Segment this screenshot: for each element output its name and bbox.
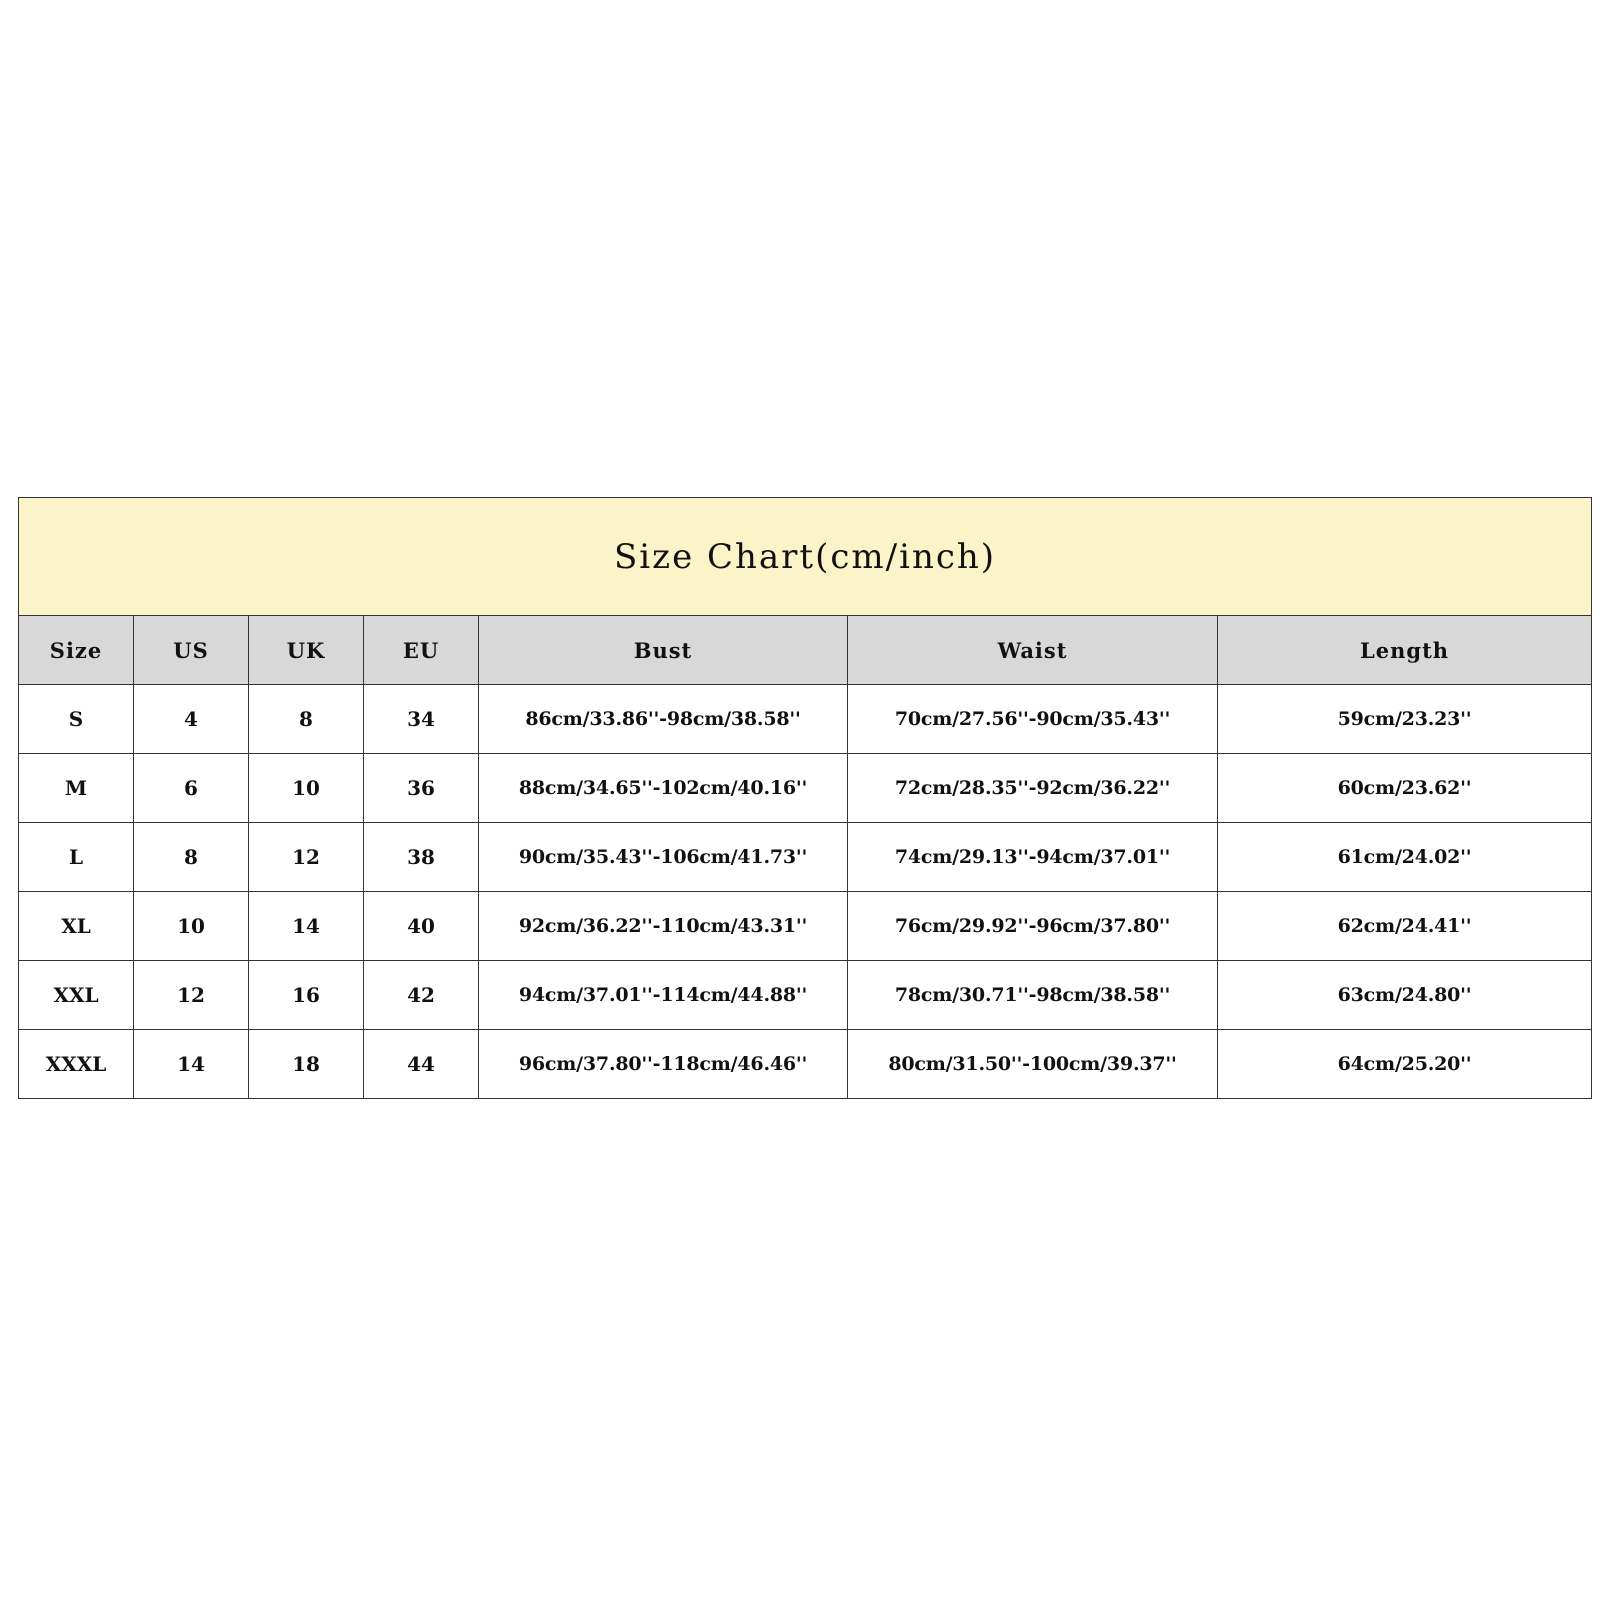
eu-cell: 42	[364, 961, 479, 1030]
waist-cell: 72cm/28.35''-92cm/36.22''	[848, 754, 1218, 823]
length-cell: 63cm/24.80''	[1218, 961, 1592, 1030]
waist-cell: 70cm/27.56''-90cm/35.43''	[848, 685, 1218, 754]
us-cell: 14	[134, 1030, 249, 1099]
waist-cell: 74cm/29.13''-94cm/37.01''	[848, 823, 1218, 892]
uk-cell: 8	[249, 685, 364, 754]
us-cell: 12	[134, 961, 249, 1030]
header-waist: Waist	[848, 616, 1218, 685]
table-row	[19, 823, 1592, 892]
eu-cell: 38	[364, 823, 479, 892]
uk-cell: 18	[249, 1030, 364, 1099]
uk-cell: 10	[249, 754, 364, 823]
size-cell: L	[19, 823, 134, 892]
size-chart-table	[18, 497, 1592, 1099]
table-row	[19, 961, 1592, 1030]
length-cell: 61cm/24.02''	[1218, 823, 1592, 892]
us-cell: 8	[134, 823, 249, 892]
table-row	[19, 892, 1592, 961]
title-row	[19, 498, 1592, 616]
size-cell: XL	[19, 892, 134, 961]
waist-cell: 76cm/29.92''-96cm/37.80''	[848, 892, 1218, 961]
header-row	[19, 616, 1592, 685]
waist-cell: 80cm/31.50''-100cm/39.37''	[848, 1030, 1218, 1099]
size-cell: XXXL	[19, 1030, 134, 1099]
uk-cell: 12	[249, 823, 364, 892]
eu-cell: 44	[364, 1030, 479, 1099]
length-cell: 62cm/24.41''	[1218, 892, 1592, 961]
size-cell: M	[19, 754, 134, 823]
header-eu: EU	[364, 616, 479, 685]
us-cell: 6	[134, 754, 249, 823]
us-cell: 4	[134, 685, 249, 754]
bust-cell: 92cm/36.22''-110cm/43.31''	[479, 892, 848, 961]
eu-cell: 34	[364, 685, 479, 754]
header-us: US	[134, 616, 249, 685]
eu-cell: 40	[364, 892, 479, 961]
waist-cell: 78cm/30.71''-98cm/38.58''	[848, 961, 1218, 1030]
size-cell: S	[19, 685, 134, 754]
bust-cell: 96cm/37.80''-118cm/46.46''	[479, 1030, 848, 1099]
bust-cell: 86cm/33.86''-98cm/38.58''	[479, 685, 848, 754]
bust-cell: 88cm/34.65''-102cm/40.16''	[479, 754, 848, 823]
size-cell: XXL	[19, 961, 134, 1030]
header-uk: UK	[249, 616, 364, 685]
us-cell: 10	[134, 892, 249, 961]
uk-cell: 16	[249, 961, 364, 1030]
chart-title: Size Chart(cm/inch)	[19, 498, 1592, 616]
header-size: Size	[19, 616, 134, 685]
eu-cell: 36	[364, 754, 479, 823]
table-row	[19, 685, 1592, 754]
table-row	[19, 1030, 1592, 1099]
length-cell: 60cm/23.62''	[1218, 754, 1592, 823]
bust-cell: 90cm/35.43''-106cm/41.73''	[479, 823, 848, 892]
length-cell: 64cm/25.20''	[1218, 1030, 1592, 1099]
uk-cell: 14	[249, 892, 364, 961]
header-bust: Bust	[479, 616, 848, 685]
header-length: Length	[1218, 616, 1592, 685]
length-cell: 59cm/23.23''	[1218, 685, 1592, 754]
table-row	[19, 754, 1592, 823]
bust-cell: 94cm/37.01''-114cm/44.88''	[479, 961, 848, 1030]
